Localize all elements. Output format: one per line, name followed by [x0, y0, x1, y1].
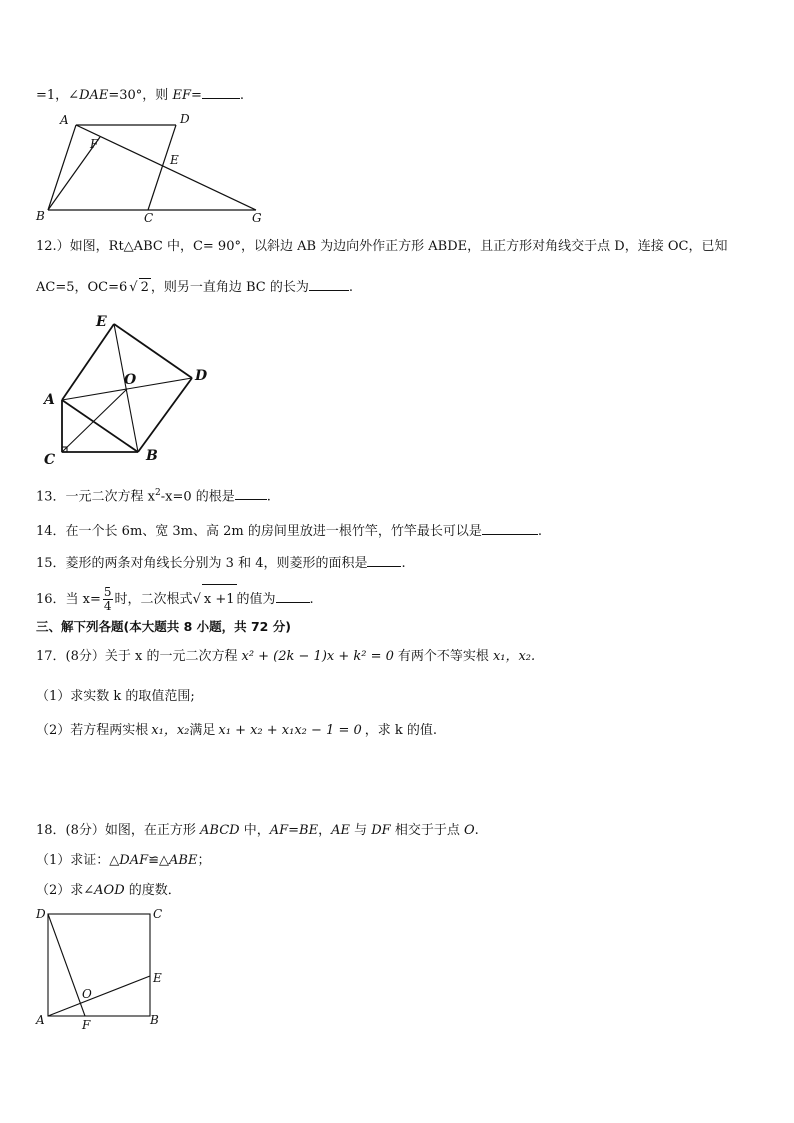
label-D: D [180, 112, 190, 126]
q18-stem-end: . [474, 823, 479, 838]
q16-suffix: 的值为 [236, 592, 276, 607]
q11-figure [30, 108, 270, 226]
label-F: F [82, 1018, 91, 1032]
label-A: A [36, 1013, 45, 1027]
q12-answer-blank[interactable] [309, 276, 349, 291]
label-A: A [44, 392, 55, 408]
q13-end: . [266, 489, 271, 505]
q18-ae: AE [331, 823, 350, 838]
q18-part1 [36, 852, 210, 870]
q12-line1 [36, 238, 727, 256]
section3-title: 三、解下列各题(本大题共 8 小题，共 72 分) [36, 619, 291, 634]
q16-radicand: x +1 [202, 584, 237, 615]
q18-stem-mid2: ， [318, 823, 332, 838]
q16-answer-blank[interactable] [276, 588, 310, 603]
q17-part2 [36, 722, 437, 740]
q16-line: 16．当 x= $\frac{5}{4}$ 时，二次根式√ x +1 的值为 . [36, 585, 314, 613]
q18-square: ABCD [200, 823, 240, 838]
q11-mid: =30°，则 [108, 88, 173, 103]
seg-AE [62, 324, 114, 400]
q17-part1: （1）求实数 k 的取值范围; [36, 689, 195, 704]
q18-part2-prefix: （2）求∠ [36, 883, 95, 898]
q12-suffix: ，则另一直角边 BC 的长为 [150, 280, 309, 295]
label-C: C [153, 907, 163, 921]
q11-angle: DAE [79, 88, 109, 103]
q18-figure [30, 904, 180, 1034]
q12-sqrt: 2 [140, 280, 149, 295]
q14-text: 14．在一个长 6m、宽 3m、高 2m 的房间里放进一根竹竿，竹竿最长可以是 [36, 524, 482, 539]
q16-den: 4 [103, 599, 112, 613]
q13-answer-blank[interactable] [235, 485, 267, 500]
square-ABCD [48, 914, 150, 1016]
q11-prefix: =1，∠ [36, 88, 80, 103]
label-C: C [144, 211, 154, 225]
q17-part2-eq: x₁ + x₂ + x₁x₂ − 1 = 0 [218, 723, 362, 738]
q18-o: O [463, 823, 475, 838]
q18-cond: AF=BE [269, 823, 319, 838]
q18-df: DF [371, 823, 391, 838]
seg-ED [114, 324, 192, 378]
q17-part2-suffix: ，求 k 的值. [364, 723, 438, 738]
q16-prefix: 16．当 x= [36, 592, 101, 607]
q15-answer-blank[interactable] [367, 552, 401, 567]
q16-fraction [103, 586, 113, 613]
q11-end: . [239, 88, 245, 103]
label-A: A [60, 113, 69, 127]
label-C: C [44, 452, 56, 468]
q12-text1: 12.）如图，Rt△ABC 中，C= 90°，以斜边 AB 为边向外作正方形 ABDE，且正方形对角线交于点 D，连接 OC，已知 [36, 239, 728, 254]
q13-prefix: 13．一元二次方程 x [36, 489, 156, 505]
seg-AB [48, 125, 76, 210]
label-D: D [36, 907, 46, 921]
label-O: O [82, 987, 92, 1001]
q16-end: . [309, 592, 314, 607]
q11-answer-blank[interactable] [202, 84, 240, 99]
label-F: F [90, 137, 99, 151]
q18-part2-suffix: 的度数． [124, 883, 181, 898]
label-E: E [153, 971, 162, 985]
q14-line [36, 520, 542, 541]
q13-line [36, 484, 271, 506]
seg-AG [76, 125, 256, 210]
q18-part1-t1: DAF [119, 853, 149, 868]
q12-figure [40, 312, 220, 468]
q18-part2 [36, 882, 181, 900]
seg-AE [48, 976, 150, 1016]
q17-part2-roots: x₁，x₂ [151, 723, 190, 738]
q17-stem-mid: 有两个不等实根 [397, 649, 489, 664]
label-E: E [96, 314, 107, 330]
q18-part2-angle: AOD [94, 883, 125, 898]
q12-end: . [348, 280, 354, 295]
q18-stem-mid4: 相交于于点 [390, 823, 464, 838]
q18-part1-end: ； [197, 853, 211, 868]
q18-part1-mid: ≌△ [148, 853, 170, 868]
q18-stem-prefix: 18．(8分）如图，在正方形 [36, 823, 201, 838]
q11-eq: = [190, 88, 202, 103]
label-D: D [195, 368, 208, 384]
q17-stem-prefix: 17．(8分）关于 x 的一元二次方程 [36, 649, 238, 664]
q16-mid: 时，二次根式 [114, 592, 193, 607]
label-E: E [170, 153, 179, 167]
label-B: B [150, 1013, 159, 1027]
q15-line [36, 552, 406, 573]
q18-stem-mid3: 与 [349, 823, 372, 838]
q18-part1-prefix: （1）求证：△ [36, 853, 120, 868]
q11-line [36, 84, 244, 105]
q17-part2-mid: 满足 [189, 723, 216, 738]
q17-part2-prefix: （2）若方程两实根 [36, 723, 149, 738]
q16-num: 5 [103, 585, 112, 599]
q17-stem [36, 648, 535, 666]
q14-answer-blank[interactable] [482, 520, 538, 535]
q12-prefix: AC=5，OC=6 [36, 280, 128, 295]
q14-end: . [537, 524, 543, 539]
label-O: O [124, 372, 137, 388]
q13-sup: 2 [155, 488, 161, 498]
q15-text: 15．菱形的两条对角线长分别为 3 和 4，则菱形的面积是 [36, 556, 368, 571]
seg-BA [62, 400, 138, 452]
seg-DB [138, 378, 192, 452]
q17-roots: x₁，x₂. [492, 649, 536, 664]
seg-DC [148, 125, 176, 210]
q11-seg: EF [172, 88, 191, 103]
q12-line2: AC=5，OC=6 √ 2 ，则另一直角边 BC 的长为 . [36, 276, 353, 297]
q13-mid: -x=0 的根是 [160, 489, 235, 505]
seg-DF [48, 914, 85, 1016]
q18-part1-t2: ABE [169, 853, 198, 868]
label-G: G [252, 211, 262, 225]
q15-end: . [401, 556, 406, 571]
q18-stem-mid1: 中， [239, 823, 270, 838]
q17-equation: x² + (2k − 1)x + k² = 0 [241, 649, 394, 664]
label-B: B [146, 448, 158, 464]
label-B: B [36, 209, 45, 223]
q18-stem [36, 822, 479, 840]
